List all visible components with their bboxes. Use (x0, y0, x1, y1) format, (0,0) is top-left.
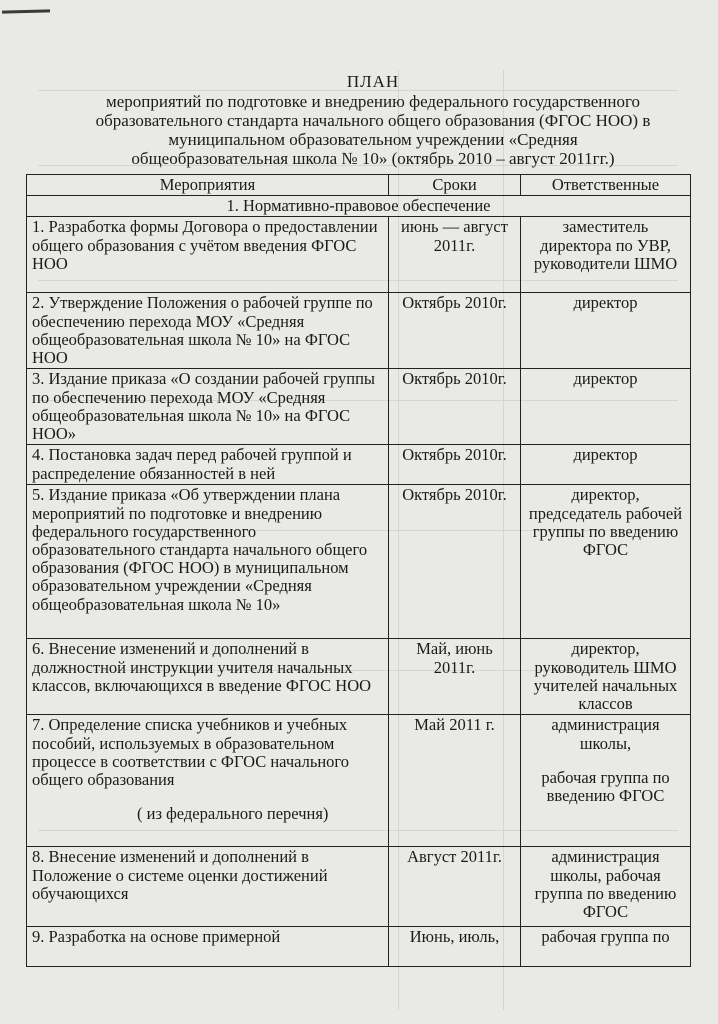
header-activities: Мероприятия (27, 175, 389, 196)
activity-cell: 6. Внесение изменений и дополнений в должностной инструкции учителя начальных классов, включающихся в введение ФГОС НОО (27, 639, 389, 715)
table-row (27, 639, 691, 715)
plan-table (26, 174, 691, 967)
term-cell: июнь — август 2011г. (389, 217, 521, 293)
activity-cell: 3. Издание приказа «О создании рабочей группы по обеспечению перехода МОУ «Средняя общеобразовательная школа № 10» на ФГОС НОО» (27, 369, 389, 445)
responsible-cell: директор, председатель рабочей группы по введению ФГОС (521, 485, 691, 639)
term-cell: Июнь, июль, (389, 927, 521, 967)
activity-cell: 5. Издание приказа «Об утверждении плана мероприятий по подготовке и внедрению федерального государственного образовательного стандарта начального общего образования (ФГОС НОО) в муниципальном образовательном учреждении «Средняя общеобразовательная школа № 10» (27, 485, 389, 639)
activity-cell: 4. Постановка задач перед рабочей группой и распределение обязанностей в ней (27, 445, 389, 485)
activity-cell: 2. Утверждение Положения о рабочей группе по обеспечению перехода МОУ «Средняя общеобразовательная школа № 10» на ФГОС НОО (27, 293, 389, 369)
table-header-row (27, 175, 691, 196)
responsible-cell: администрация школы, рабочая группа по введению ФГОС (521, 847, 691, 927)
subtitle-line-1: мероприятий по подготовке и внедрению федерального государственного (105, 92, 641, 111)
term-cell: Май 2011 г. (389, 715, 521, 847)
responsible-cell: директор (521, 369, 691, 445)
term-cell: Август 2011г. (389, 847, 521, 927)
document-header (62, 72, 684, 168)
activity-cell: 9. Разработка на основе примерной (27, 927, 389, 967)
section-title: 1. Нормативно-правовое обеспечение (27, 196, 691, 217)
header-responsible: Ответственные (521, 175, 691, 196)
table-row (27, 847, 691, 927)
responsible-cell: заместитель директора по УВР, руководители ШМО (521, 217, 691, 293)
table-row (27, 485, 691, 639)
responsible-cell: директор, руководитель ШМО учителей начальных классов (521, 639, 691, 715)
table-row (27, 369, 691, 445)
responsible-text-2: рабочая группа по введению ФГОС (541, 767, 670, 806)
table-row (27, 217, 691, 293)
term-cell: Октябрь 2010г. (389, 369, 521, 445)
responsible-cell: директор (521, 445, 691, 485)
table-row (27, 293, 691, 369)
activity-note: ( из федерального перечня) (137, 804, 329, 824)
responsible-cell (521, 715, 691, 847)
term-cell: Октябрь 2010г. (389, 485, 521, 639)
section-row (27, 196, 691, 217)
term-cell: Октябрь 2010г. (389, 293, 521, 369)
activity-cell: 1. Разработка формы Договора о предоставлении общего образования с учётом введения ФГОС НОО (27, 217, 389, 293)
table-row (27, 927, 691, 967)
activity-cell (27, 715, 389, 847)
subtitle-line-2: образовательного стандарта начального общего образования (ФГОС НОО) в (95, 111, 651, 130)
scan-artifact (2, 9, 50, 13)
subtitle-line-3: муниципальном образовательном учреждении «Средняя (168, 130, 578, 149)
table-row (27, 715, 691, 847)
term-cell: Октябрь 2010г. (389, 445, 521, 485)
responsible-cell: рабочая группа по (521, 927, 691, 967)
header-terms: Сроки (389, 175, 521, 196)
responsible-text: администрация школы, (551, 715, 660, 753)
subtitle-line-4: общеобразовательная школа № 10» (октябрь 2010 – август 2011гг.) (131, 149, 615, 168)
document-title: ПЛАН (346, 72, 400, 91)
activity-text: 7. Определение списка учебников и учебных пособий, используемых в образовательном процессе в соответствии с ФГОС начального общего образования (32, 715, 350, 790)
responsible-cell: директор (521, 293, 691, 369)
term-cell: Май, июнь 2011г. (389, 639, 521, 715)
activity-cell: 8. Внесение изменений и дополнений в Положение о системе оценки достижений обучающихся (27, 847, 389, 927)
table-row (27, 445, 691, 485)
